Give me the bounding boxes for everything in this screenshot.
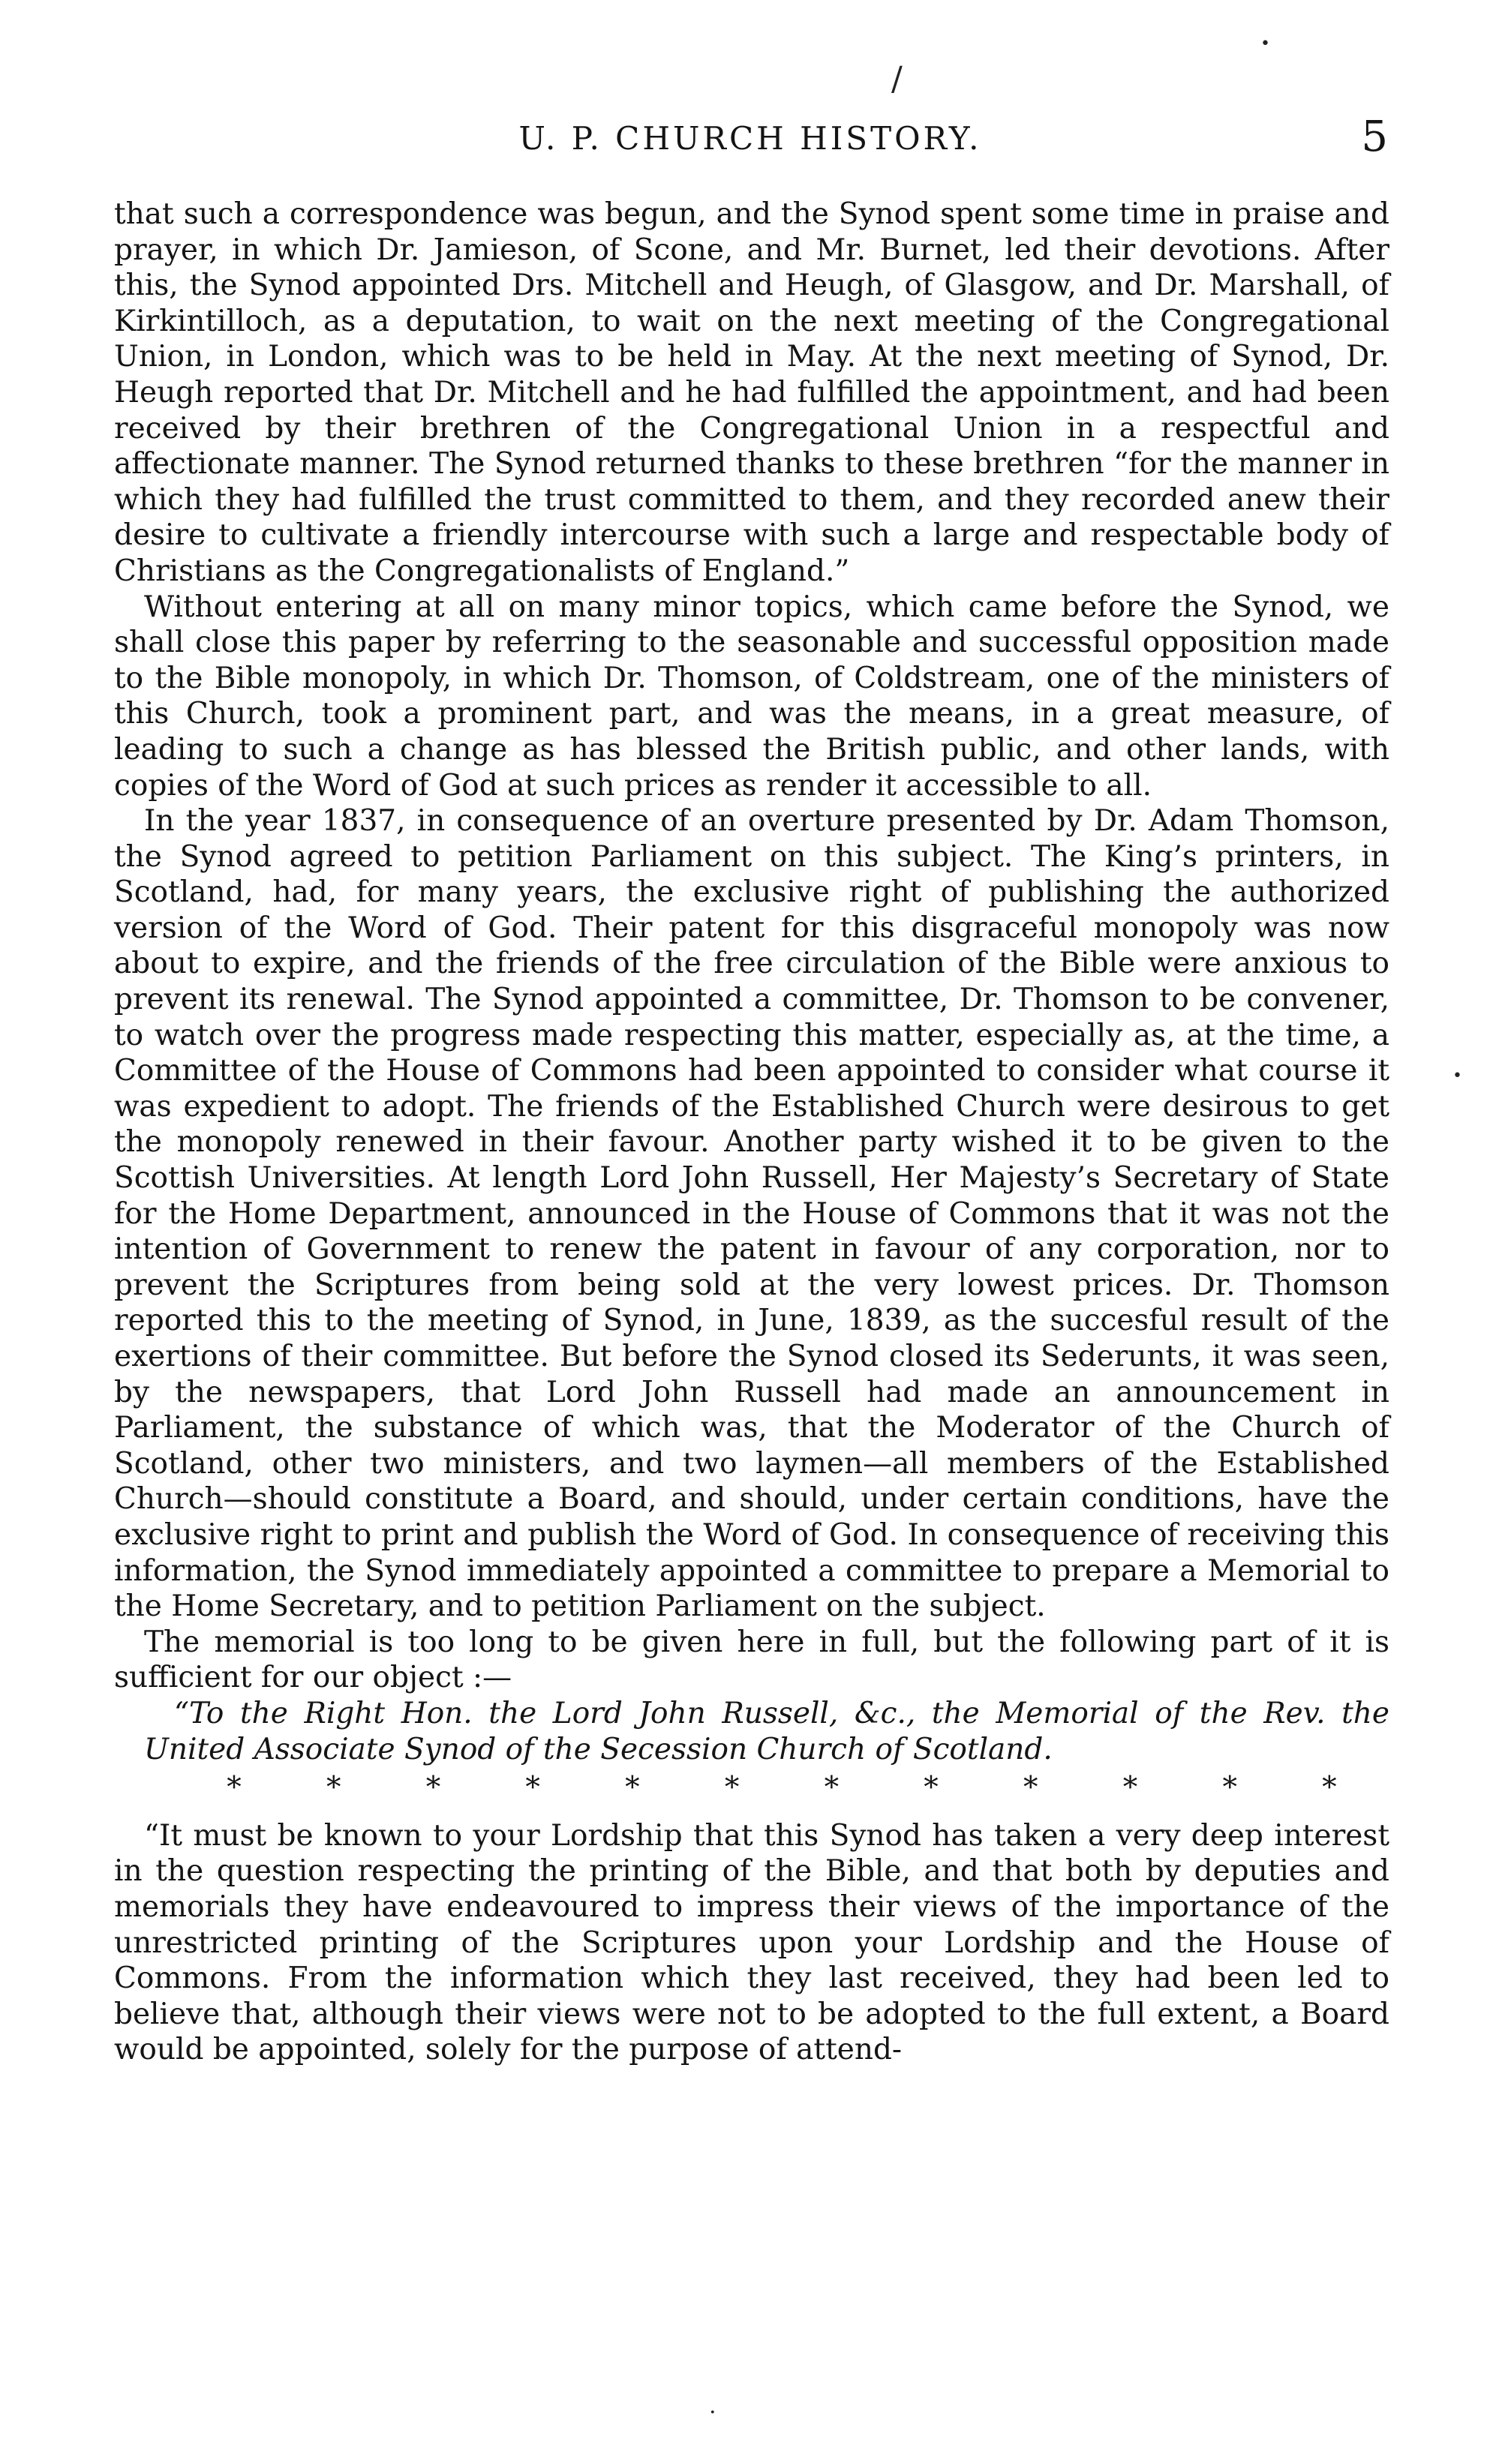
asterisk: *	[1023, 1771, 1038, 1805]
page-header	[113, 113, 1388, 173]
margin-dot-mark: .	[709, 2393, 716, 2419]
asterisk: *	[1122, 1771, 1138, 1805]
paragraph: that such a correspondence was begun, and the Synod spent some time in praise and prayer, in which Dr. Jamieson, of Scone, and Mr. Burnet, led their devotions. After this, the Synod appointed Drs. Mitchell and Heugh, of Glasgow, and Dr. Marshall, of Kirkintilloch, as a deputation, to wait on the next meeting of the Congregational Union, in London, which was to be held in May. At the next meeting of Synod, Dr. Heugh reported that Dr. Mitchell and he had fulfilled the appointment, and had been received by their brethren of the Congregational Union in a respectful and affectionate manner. The Synod returned thanks to these brethren “for the manner in which they had fulfilled the trust committed to them, and they recorded anew their desire to cultivate a friendly intercourse with such a large and respectable body of Christians as the Congregationalists of England.”	[114, 197, 1389, 588]
page-number: 5	[1361, 113, 1388, 161]
margin-slash-mark: /	[891, 60, 903, 98]
running-title: U. P. CHURCH HISTORY.	[518, 120, 982, 157]
asterisk: *	[824, 1771, 840, 1805]
asterisk: *	[425, 1771, 441, 1805]
memorial-address: “To the Right Hon. the Lord John Russell, &c., the Memorial of the Rev. the United Associate Synod of the Secession Church of Scotland.	[144, 1696, 1389, 1766]
body-text	[114, 197, 1389, 2068]
margin-dot-mark: •	[1260, 35, 1270, 53]
asterisk: *	[227, 1771, 242, 1805]
asterisk: *	[924, 1771, 939, 1805]
paragraph: In the year 1837, in consequence of an overture presented by Dr. Adam Thomson, the Synod agreed to petition Parliament on this subject. The King’s printers, in Scotland, had, for many years, the exclusive right of publishing the authorized version of the Word of God. Their patent for this disgraceful monopoly was now about to expire, and the friends of the free circulation of the Bible were anxious to prevent its renewal. The Synod appointed a committee, Dr. Thomson to be convener, to watch over the progress made respecting this matter, especially as, at the time, a Committee of the House of Commons had been appointed to consider what course it was expedient to adopt. The friends of the Established Church were desirous to get the monopoly renewed in their favour. Another party wished it to be given to the Scottish Universities. At length Lord John Russell, Her Majesty’s Secretary of State for the Home Department, announced in the House of Commons that it was not the intention of Government to renew the patent in favour of any corporation, nor to prevent the Scriptures from being sold at the very lowest prices. Dr. Thomson reported this to the meeting of Synod, in June, 1839, as the succesful result of the exertions of their committee. But before the Synod closed its Sederunts, it was seen, by the newspapers, that Lord John Russell had made an announcement in Parliament, the substance of which was, that the Moderator of the Church of Scotland, other two ministers, and two laymen—all members of the Established Church—should constitute a Board, and should, under certain conditions, have the exclusive right to print and publish the Word of God. In consequence of receiving this information, the Synod immediately appointed a committee to prepare a Memorial to the Home Secretary, and to petition Parliament on the subject.	[114, 804, 1389, 1624]
asterisk: *	[1222, 1771, 1237, 1805]
margin-dot-mark: •	[1452, 1067, 1462, 1085]
paragraph: Without entering at all on many minor topics, which came before the Synod, we shall close this paper by referring to the seasonable and successful opposition made to the Bible monopoly, in which Dr. Thomson, of Coldstream, one of the ministers of this Church, took a prominent part, and was the means, in a great measure, of leading to such a change as has blessed the British public, and other lands, with copies of the Word of God at such prices as render it accessible to all.	[114, 590, 1389, 803]
asterisk: *	[625, 1771, 640, 1805]
asterisk: *	[525, 1771, 540, 1805]
asterisk: *	[326, 1771, 341, 1805]
paragraph: The memorial is too long to be given here in full, but the following part of it is sufficient for our object :—	[114, 1625, 1389, 1695]
asterisk: *	[1322, 1771, 1337, 1805]
asterisk: *	[724, 1771, 740, 1805]
asterism-row	[114, 1770, 1389, 1806]
memorial-quote: “It must be known to your Lordship that this Synod has taken a very deep interest in the question respecting the printing of the Bible, and that both by deputies and memorials they have endeavoured to impress their views of the importance of the unrestricted printing of the Scriptures upon your Lordship and the House of Commons. From the information which they last received, they had been led to believe that, although their views were not to be adopted to the full extent, a Board would be appointed, solely for the purpose of attend-	[114, 1818, 1389, 2067]
